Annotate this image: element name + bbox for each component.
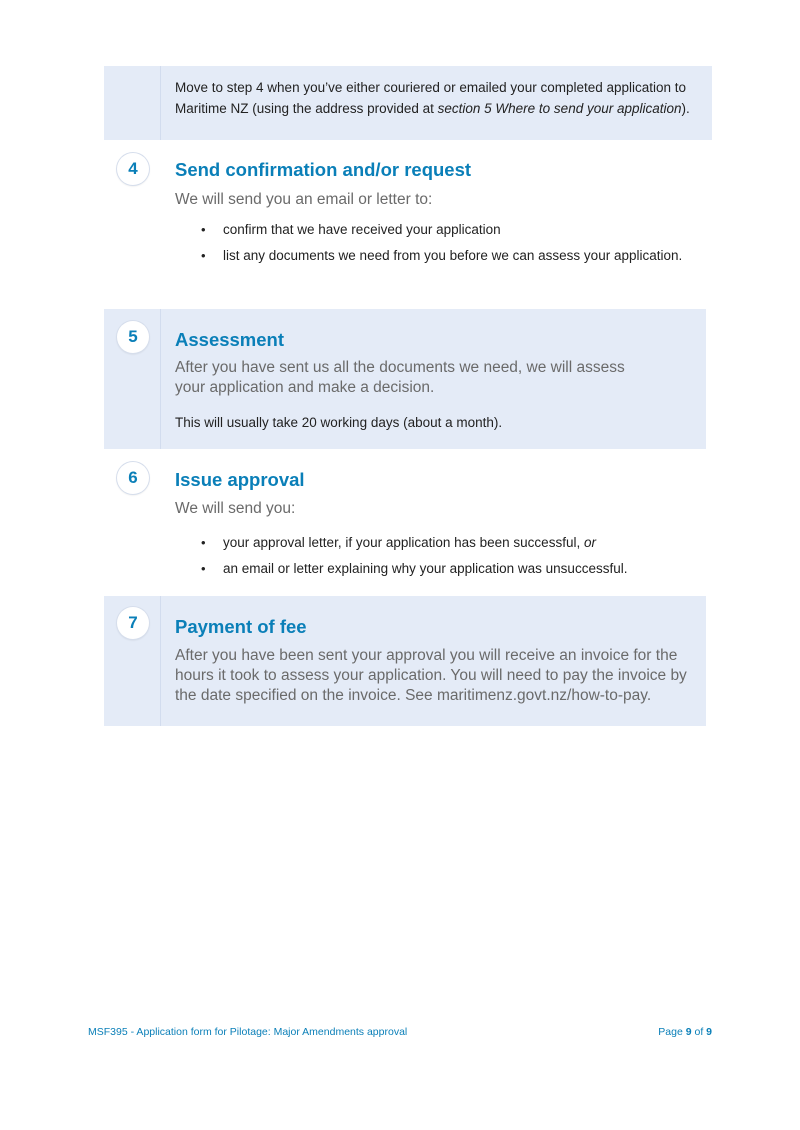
step-4-title: Send confirmation and/or request: [175, 159, 472, 180]
step-6-title: Issue approval: [175, 469, 305, 490]
bullet-icon: •: [201, 561, 206, 576]
footer-page-number: [658, 1026, 712, 1038]
step-5-lead: After you have sent us all the documents we need, we will assess your application and make a decision.: [175, 359, 625, 396]
step-6-bullet-list: [175, 530, 627, 582]
step-5-note: This will usually take 20 working days (about a month).: [175, 415, 503, 430]
step-4-lead: We will send you an email or letter to:: [175, 191, 433, 208]
step-7-title: Payment of fee: [175, 616, 307, 637]
step-4-bullet-2: list any documents we need from you before we can assess your application.: [223, 248, 683, 263]
bullet-icon: •: [201, 222, 206, 237]
step-4-bullet-1: confirm that we have received your application: [223, 222, 501, 237]
footer-form-title: MSF395 - Application form for Pilotage: Major Amendments approval: [88, 1026, 408, 1038]
intro-line1: Move to step 4 when you’ve either couriered or emailed your completed application to: [175, 80, 687, 95]
step-4-bullet-list: [175, 217, 682, 269]
step-6-lead: We will send you:: [175, 500, 296, 517]
intro-line2-prefix: Maritime NZ (using the address provided at: [175, 101, 438, 116]
bullet-icon: •: [201, 248, 206, 263]
step-6-bullet-2: an email or letter explaining why your application was unsuccessful.: [223, 561, 628, 576]
bullet-icon: •: [201, 535, 206, 550]
step-4-number: 4: [117, 153, 149, 185]
step-5-number: 5: [117, 321, 149, 353]
band-divider: [160, 596, 161, 726]
band-divider: [160, 66, 161, 140]
list-item: [175, 217, 682, 243]
footer-page-word: Page: [658, 1026, 686, 1038]
list-item: [175, 243, 682, 269]
step-6-number: 6: [117, 462, 149, 494]
intro-line2-italic: section 5 Where to send your application: [437, 101, 682, 116]
band-divider: [160, 309, 161, 449]
intro-line2-suffix: ).: [681, 101, 690, 116]
footer-page-total: 9: [706, 1026, 712, 1038]
step-6-bullet-1-italic: or: [583, 535, 596, 550]
step-7-number: 7: [117, 607, 149, 639]
footer-page-of: of: [691, 1026, 707, 1038]
list-item: [175, 556, 627, 582]
step-7-lead: After you have been sent your approval you will receive an invoice for the hours it took to assess your application. You will need to pay the invoice by the date specified on the invoice. See maritimenz.govt.nz/how-to-pay.: [175, 647, 687, 704]
intro-text: [175, 77, 705, 119]
step-5-title: Assessment: [175, 329, 285, 350]
footer-page-current: 9: [685, 1026, 692, 1038]
list-item: [175, 530, 627, 556]
step-6-bullet-1: your approval letter, if your application has been successful,: [223, 535, 584, 550]
